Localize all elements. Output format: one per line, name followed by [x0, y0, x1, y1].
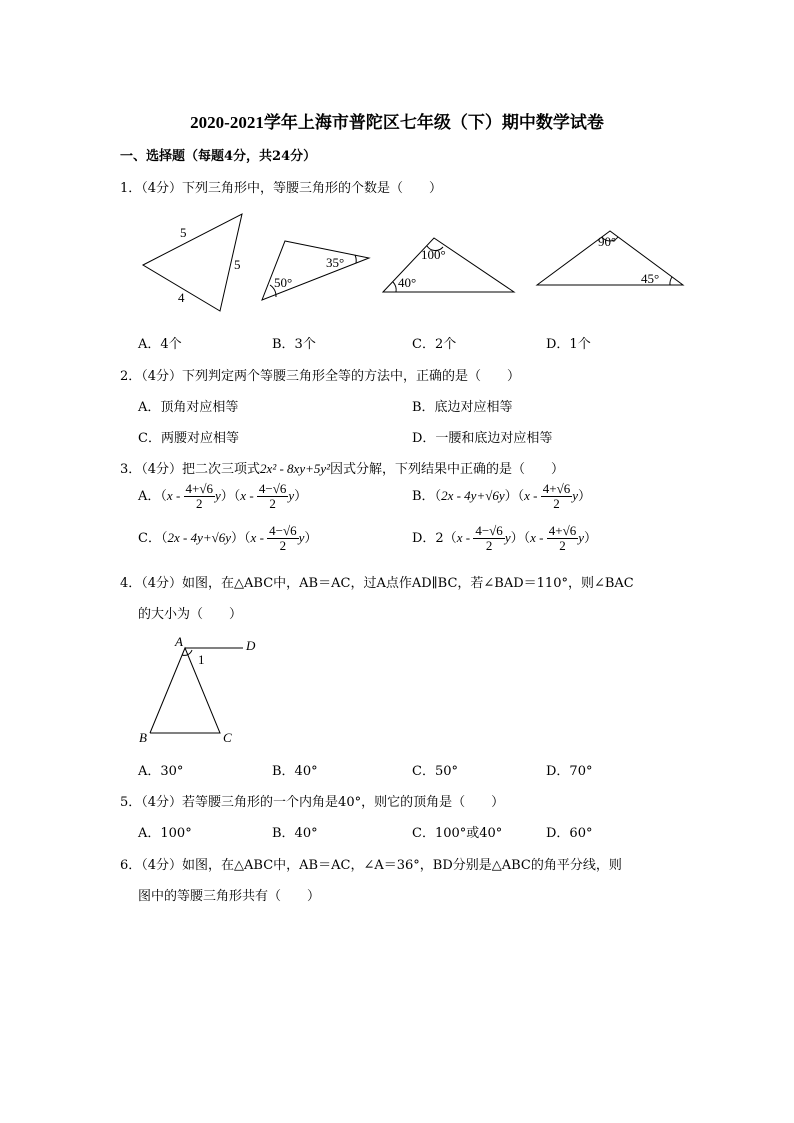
q3-option-d: D．2（x - $\frac{4-√6}{2}$ y）（x - $\frac{4+√6}{2}$ y） [412, 523, 597, 553]
q5-option-c: C．100°或40° [412, 826, 503, 841]
q3-stem-pre: 3．（4分）把二次三项式 [120, 462, 261, 477]
q4-option-d: D．70° [546, 764, 593, 779]
label-a: A [175, 634, 183, 649]
fraction: $\frac{4-√6}{2}$ [258, 481, 287, 511]
t4-angle-b: 45° [641, 271, 660, 286]
q2-option-c: C．两腰对应相等 [138, 431, 239, 446]
t3-angle-b: 40° [398, 275, 417, 290]
q2-option-d: D．一腰和底边对应相等 [412, 431, 553, 446]
triangle-2 [262, 241, 369, 300]
q5-option-b: B．40° [272, 826, 318, 841]
section-heading: 一、选择题（每题4分，共24分） [120, 149, 317, 164]
q2-option-a: A．顶角对应相等 [138, 400, 239, 415]
label-1: 1 [198, 652, 205, 667]
q4-option-a: A．30° [138, 764, 184, 779]
q4-option-c: C．50° [412, 764, 458, 779]
triangle-1 [143, 214, 242, 311]
question-6-stem-line1: 6．（4分）如图，在△ABC中，AB＝AC，∠A＝36°，BD分别是△ABC的角平分线，则 [120, 858, 622, 873]
t1-side-c: 4 [178, 290, 185, 305]
question-1-figure [130, 205, 700, 315]
fraction: $\frac{4+√6}{2}$ [185, 481, 213, 511]
fraction: $\frac{4+√6}{2}$ [542, 481, 571, 511]
label-d: D [246, 638, 256, 653]
fraction: $\frac{4-√6}{2}$ [475, 523, 503, 553]
q2-option-b: B．底边对应相等 [412, 400, 513, 415]
label-c: C [223, 730, 232, 745]
t2-angle-arc-b [355, 255, 356, 263]
q1-option-c: C．2个 [412, 337, 457, 352]
question-1-stem: 1．（4分）下列三角形中，等腰三角形的个数是（ ） [120, 181, 443, 196]
fraction: $\frac{4+√6}{2}$ [548, 523, 577, 553]
q3-stem-post: 因式分解，下列结果中正确的是（ ） [330, 462, 565, 477]
q3-expression: 2x² - 8xy+5y² [260, 461, 331, 476]
t4-angle-a: 90° [598, 234, 617, 249]
t2-angle-a: 50° [274, 275, 293, 290]
t1-side-a: 5 [180, 225, 187, 240]
fraction: $\frac{4-√6}{2}$ [269, 523, 297, 553]
triangle-abc [150, 648, 220, 733]
question-3-stem [120, 458, 564, 477]
question-4-figure [130, 630, 280, 750]
q1-option-a: A．4个 [138, 337, 182, 352]
q3-option-a: A．（x - $\frac{4+√6}{2}$ y）（x - $\frac{4-√6}{2}$ y） [138, 481, 308, 511]
q3-option-c: C．（2x - 4y+√6y）（x - $\frac{4-√6}{2}$ y） [138, 523, 318, 553]
question-4-stem-line1: 4．（4分）如图，在△ABC中，AB＝AC，过A点作AD∥BC，若∠BAD＝110°，则∠BAC [120, 576, 634, 591]
t3-angle-a: 100° [421, 247, 446, 262]
t3-angle-arc-b [393, 282, 396, 292]
q5-option-a: A．100° [138, 826, 192, 841]
q1-option-b: B．3个 [272, 337, 316, 352]
question-6-stem-line2: 图中的等腰三角形共有（ ） [138, 889, 321, 904]
q1-option-d: D．1个 [546, 337, 591, 352]
q4-option-b: B．40° [272, 764, 318, 779]
t2-angle-b: 35° [326, 255, 345, 270]
t1-side-b: 5 [234, 257, 241, 272]
label-b: B [139, 730, 147, 745]
t4-angle-arc-b [670, 277, 672, 285]
q5-option-d: D．60° [546, 826, 593, 841]
question-4-stem-line2: 的大小为（ ） [138, 607, 243, 622]
q3-option-b: B．（2x - 4y+√6y）（x - $\frac{4+√6}{2}$ y） [412, 481, 592, 511]
question-2-stem: 2．（4分）下列判定两个等腰三角形全等的方法中，正确的是（ ） [120, 369, 521, 384]
page-title: 2020-2021学年上海市普陀区七年级（下）期中数学试卷 [190, 113, 604, 132]
question-5-stem: 5．（4分）若等腰三角形的一个内角是40°，则它的顶角是（ ） [120, 795, 505, 810]
